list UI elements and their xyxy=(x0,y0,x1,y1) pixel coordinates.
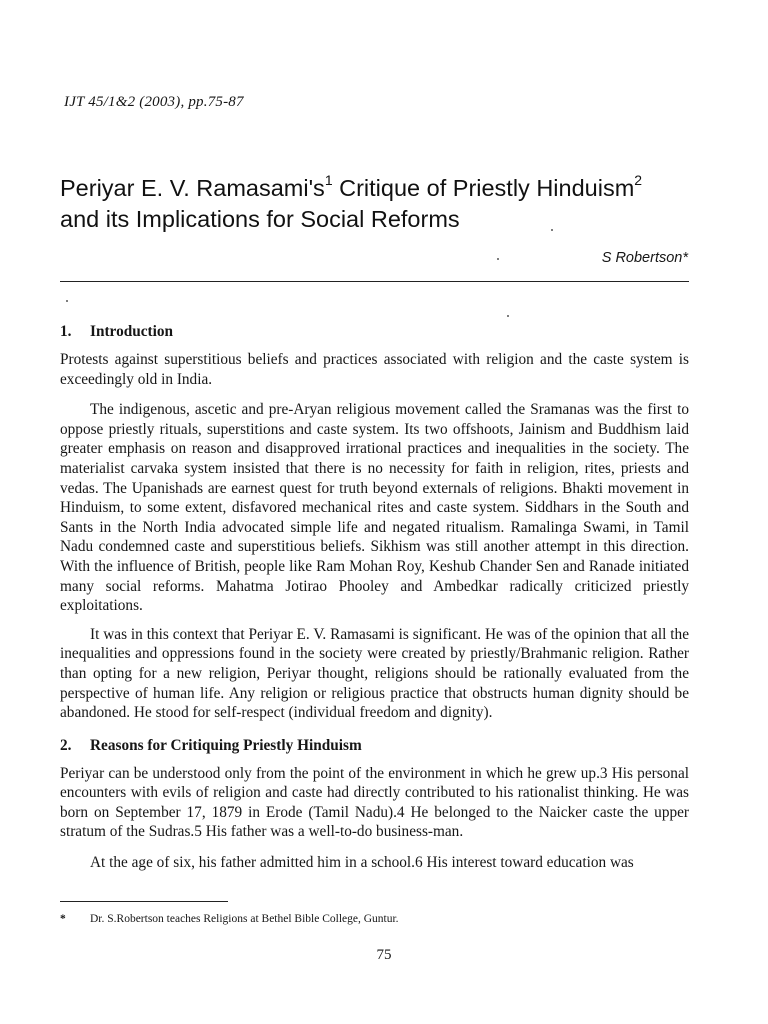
title-text-part2: Critique of Priestly Hinduism xyxy=(332,175,635,201)
section-heading-reasons xyxy=(60,736,689,756)
scan-speck xyxy=(507,315,509,317)
title-divider xyxy=(60,281,689,282)
title-text-line2: and its Implications for Social Reforms xyxy=(60,206,460,232)
author-name: S Robertson* xyxy=(601,250,688,266)
journal-reference: IJT 45/1&2 (2003), pp.75-87 xyxy=(64,94,244,110)
footnote xyxy=(60,913,399,925)
section-title: Reasons for Critiquing Priestly Hinduism xyxy=(90,736,362,754)
paragraph: At the age of six, his father admitted him in a school.6 His interest toward education was xyxy=(90,854,634,872)
footnote-divider xyxy=(60,901,228,902)
scan-speck xyxy=(497,258,499,260)
paragraph: Protests against superstitious beliefs and practices associated with religion and the caste system is exceedingly old in India. xyxy=(60,351,689,388)
title-text-part1: Periyar E. V. Ramasami's xyxy=(60,175,325,201)
footnote-marker: * xyxy=(60,913,66,925)
title-footnote-marker-1: 1 xyxy=(324,172,333,189)
section-heading-introduction xyxy=(60,322,689,342)
section-number: 1. xyxy=(60,323,72,340)
section-number: 2. xyxy=(60,736,72,754)
paragraph: Periyar can be understood only from the point of the environment in which he grew up.3 His personal encounters with evils of religion and caste had directly contributed to his rationalist thinking. He was born on September 17, 1879 in Erode (Tamil Nadu).4 He belonged to the Naicker caste the upper stratum of the Sudras.5 His father was a well-to-do business-man. xyxy=(60,764,689,841)
scan-speck xyxy=(66,300,68,302)
section-title: Introduction xyxy=(90,323,174,340)
footnote-text: Dr. S.Robertson teaches Religions at Bethel Bible College, Guntur. xyxy=(90,913,399,925)
paragraph: The indigenous, ascetic and pre-Aryan religious movement called the Sramanas was the first to oppose priestly rituals, superstitions and caste system. Its two offshoots, Jainism and Buddhism laid greater emphasis on reason and disapproved irrational practices and inequalities in the society. The materialist carvaka system insisted that there is no necessity for faith in religion, rites, priests and vedas. The Upanishads are earnest quest for truth beyond externals of religions. Bhakti movement in Hinduism, to some extent, disfavored mechanical rites and caste system. Siddhars in the South and Sants in the North India advocated simple life and negated ritualism. Ramalinga Swami, in Tamil Nadu condemned caste and superstitious beliefs. Sikhism was still another attempt in this direction. With the influence of British, people like Ram Mohan Roy, Keshub Chander Sen and Ranade initiated many social reforms. Mahatma Jotirao Phooley and Ambedkar radically criticized priestly exploitations. xyxy=(60,401,689,615)
title-footnote-marker-2: 2 xyxy=(634,172,643,189)
paragraph: It was in this context that Periyar E. V. Ramasami is significant. He was of the opinion that all the inequalities and oppressions found in the society were created by priestly/Brahmanic religion. Rather than opting for a new religion, Periyar thought, religions should be rationally evaluated from the perspective of human life. Any religion or religious practice that obstructs human dignity should be abandoned. He stood for self-respect (individual freedom and dignity). xyxy=(60,625,689,722)
scan-speck xyxy=(551,229,553,231)
article-title xyxy=(60,173,710,235)
article-body xyxy=(60,322,689,882)
page-number: 75 xyxy=(376,947,392,963)
